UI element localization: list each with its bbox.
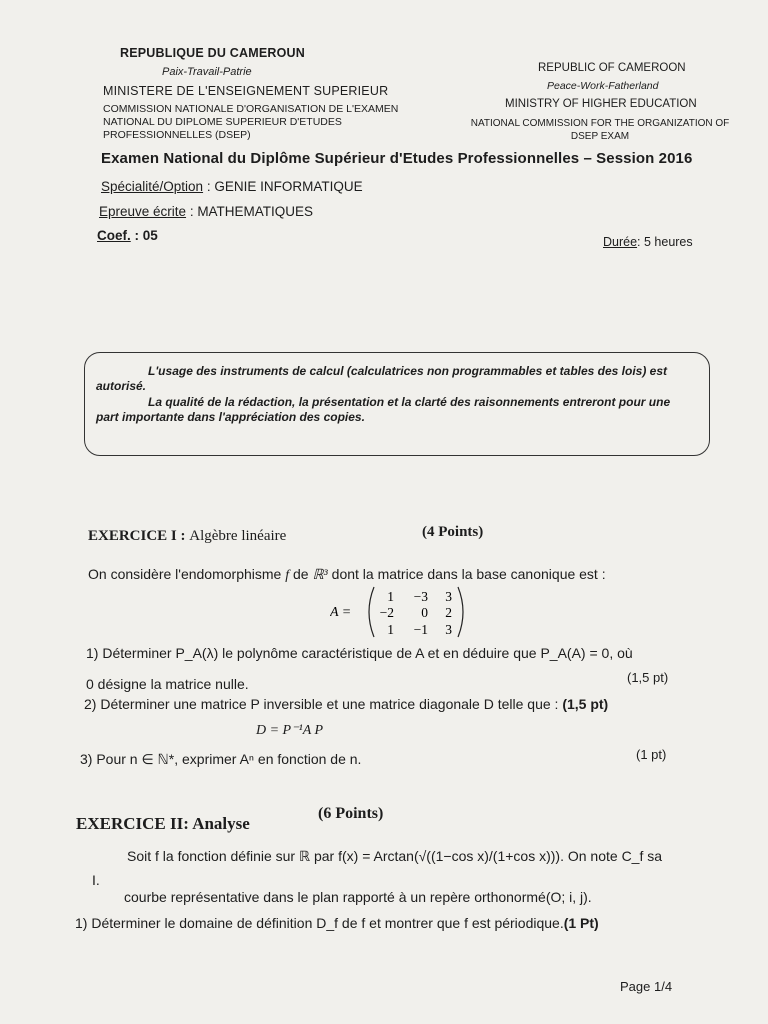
question-3-points: (1 pt) <box>636 747 667 762</box>
specialty-line <box>101 179 363 194</box>
exercise-1-label: EXERCICE I : <box>88 528 186 544</box>
duration-label: Durée <box>603 235 638 249</box>
matrix-cell: 3 <box>445 589 452 604</box>
exercise-1-subject: Algèbre linéaire <box>189 528 287 544</box>
header-right-country: REPUBLIC OF CAMEROON <box>538 62 686 74</box>
header-left-commission: COMMISSION NATIONALE D'ORGANISATION DE L'EXAMEN NATIONAL DU DIPLOME SUPERIEUR D'ETUDES PROFESSIONNELLES (DSEP) <box>103 103 399 141</box>
page-number: Page 1/4 <box>620 979 673 994</box>
notice-line-1: L'usage des instruments de calcul (calculatrices non programmables et tables des lois) est autorisé. <box>96 364 668 393</box>
exercise-1-points: (4 Points) <box>422 524 484 540</box>
matrix-cell: 3 <box>445 622 452 637</box>
question-1-points: (1,5 pt) <box>627 670 669 685</box>
question-2-points: (1,5 pt) <box>562 696 609 712</box>
question-2-text: 2) Déterminer une matrice P inversible et une matrice diagonale D telle que : <box>84 696 559 712</box>
exercise-2-line-3-text: 1) Déterminer le domaine de définition D_f de f et montrer que f est périodique. <box>75 915 564 931</box>
matrix-cell: 1 <box>387 622 394 637</box>
coef-line <box>97 228 158 243</box>
notice-line-2: La qualité de la rédaction, la présentation et la clarté des raisonnements entreront pour une part importante dans l'appréciation des copies. <box>96 395 671 424</box>
exercise-2-title <box>76 814 250 834</box>
exercise-2-line-3-points: (1 Pt) <box>563 915 599 931</box>
test-label: Epreuve écrite <box>99 204 187 219</box>
question-1: 1) Déterminer P_A(λ) le polynôme caractéristique de A et en déduire que P_A(A) = 0, où <box>86 645 633 661</box>
specialty-label: Spécialité/Option <box>101 179 204 194</box>
test-value: : MATHEMATIQUES <box>189 204 314 219</box>
intro-part-c: de <box>289 566 313 582</box>
header-left-country: REPUBLIQUE DU CAMEROUN <box>120 46 305 60</box>
exercise-2-line-3 <box>75 915 599 931</box>
exam-title: Examen National du Diplôme Supérieur d'Etudes Professionnelles – Session 2016 <box>101 150 693 167</box>
question-1-continued: 0 désigne la matrice nulle. <box>86 676 249 692</box>
intro-part-e: dont la matrice dans la base canonique est : <box>327 566 606 582</box>
equation-d: D = P⁻¹A P <box>256 723 324 738</box>
header-right-motto: Peace-Work-Fatherland <box>547 80 659 92</box>
header-left-motto: Paix-Travail-Patrie <box>162 66 252 78</box>
matrix-cell: −1 <box>413 622 428 637</box>
exercise-1-title <box>88 528 286 545</box>
coef-label: Coef. <box>97 228 131 243</box>
matrix-a <box>330 585 470 639</box>
matrix-cell: −2 <box>379 605 394 620</box>
matrix-cell: 1 <box>387 589 394 604</box>
exercise-1-intro <box>88 566 606 584</box>
matrix-left-paren <box>369 587 374 637</box>
coef-value: : 05 <box>134 228 158 243</box>
exercise-2-label: EXERCICE II: <box>76 814 189 833</box>
question-2 <box>84 696 608 712</box>
exercise-2-subject: Analyse <box>192 814 250 833</box>
duration-line <box>603 235 693 249</box>
matrix-cell: 0 <box>421 605 428 620</box>
duration-value: : 5 heures <box>637 235 693 249</box>
specialty-value: : GENIE INFORMATIQUE <box>206 179 363 194</box>
intro-part-a: On considère l'endomorphisme <box>88 566 286 582</box>
matrix-cell: −3 <box>413 589 428 604</box>
part-number: I. <box>92 872 100 888</box>
exercise-2-points: (6 Points) <box>318 805 384 822</box>
header-right-ministry: MINISTRY OF HIGHER EDUCATION <box>505 98 697 110</box>
intro-var-f: f <box>285 568 290 583</box>
exercise-2-line-2: courbe représentative dans le plan rapporté à un repère orthonormé(O; i, j). <box>124 889 592 905</box>
test-line <box>99 204 313 219</box>
matrix-cell: 2 <box>445 605 452 620</box>
header-right-commission: NATIONAL COMMISSION FOR THE ORGANIZATION OF DSEP EXAM <box>470 118 730 142</box>
matrix-right-paren <box>458 587 463 637</box>
header-left-ministry: MINISTERE DE L'ENSEIGNEMENT SUPERIEUR <box>103 84 389 98</box>
matrix-a-label: A = <box>330 605 352 620</box>
intro-r3: ℝ³ <box>312 568 328 583</box>
question-3: 3) Pour n ∈ ℕ*, exprimer Aⁿ en fonction de n. <box>80 751 362 767</box>
exercise-2-line-1: Soit f la fonction définie sur ℝ par f(x) = Arctan(√((1−cos x)/(1+cos x))). On note C_f sa <box>127 848 663 864</box>
